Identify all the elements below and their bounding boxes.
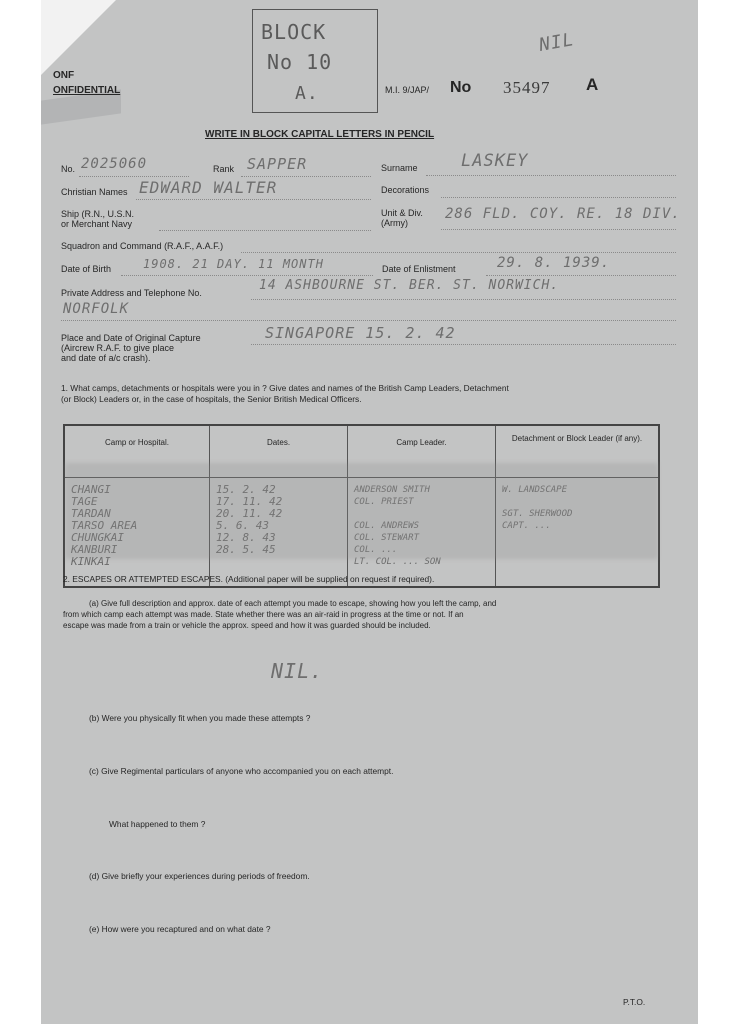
date-entry: 17. 11. 42 bbox=[216, 495, 283, 508]
date-entry: 20. 11. 42 bbox=[216, 507, 283, 520]
question-1-line-2: (or Block) Leaders or, in the case of hospitals, the Senior British Medical Officers. bbox=[61, 394, 362, 404]
ship-label-2: or Merchant Navy bbox=[61, 219, 133, 229]
christian-names-value: EDWARD WALTER bbox=[139, 178, 278, 197]
address-value: 14 ASHBOURNE ST. BER. ST. NORWICH. bbox=[259, 278, 560, 293]
header-detachment-leader: Detachment or Block Leader (if any). bbox=[496, 425, 660, 478]
camp-entry: KINKAI bbox=[71, 555, 111, 568]
address-line bbox=[251, 299, 676, 300]
detachment-leader-entry: CAPT. ... bbox=[502, 521, 551, 531]
section-2a-line-2: from which camp each attempt was made. State whether there was an air-raid in progress at the time or not. If an bbox=[63, 610, 464, 619]
christian-names-label: Christian Names bbox=[61, 187, 128, 197]
camps-table-row bbox=[64, 478, 659, 588]
christian-names-line bbox=[136, 199, 371, 200]
form-no-label: No bbox=[450, 79, 472, 96]
rank-value: SAPPER bbox=[247, 155, 308, 173]
section-2a-line-3: escape was made from a train or vehicle the approx. speed and how it was guarded should be included. bbox=[63, 621, 431, 630]
detachment-leader-entry: W. LANDSCAPE bbox=[502, 485, 568, 495]
stamp-line-2: No 10 bbox=[267, 50, 333, 74]
address-label: Private Address and Telephone No. bbox=[61, 288, 202, 298]
mi-reference: M.I. 9/JAP/ bbox=[385, 85, 430, 95]
handwritten-nil-top: NIL bbox=[537, 29, 577, 56]
camp-leader-cell bbox=[348, 478, 496, 588]
confidential-label-top: ONF bbox=[53, 70, 75, 81]
section-2-heading: 2. ESCAPES OR ATTEMPTED ESCAPES. (Additional paper will be supplied on request if required). bbox=[63, 574, 435, 584]
instruction-heading: WRITE IN BLOCK CAPITAL LETTERS IN PENCIL bbox=[205, 129, 435, 140]
surname-label: Surname bbox=[381, 163, 418, 173]
unit-line bbox=[441, 229, 676, 230]
document-sheet bbox=[41, 0, 698, 1024]
date-entry: 12. 8. 43 bbox=[216, 531, 276, 544]
no-line bbox=[79, 176, 189, 177]
header-camp-leader: Camp Leader. bbox=[348, 425, 496, 478]
capture-label-1: Place and Date of Original Capture bbox=[61, 333, 201, 343]
camp-leader-entry: COL. ANDREWS bbox=[354, 521, 420, 531]
camp-entry: TARSO AREA bbox=[71, 519, 138, 532]
detachment-leader-entry bbox=[502, 496, 652, 508]
stamp-line-1: BLOCK bbox=[261, 20, 327, 44]
surname-line bbox=[426, 175, 676, 176]
enlistment-label: Date of Enlistment bbox=[382, 264, 456, 274]
date-of-birth-line bbox=[121, 275, 373, 276]
section-2e: (e) How were you recaptured and on what date ? bbox=[89, 924, 271, 934]
unit-label-1: Unit & Div. bbox=[381, 208, 423, 218]
camp-leader-entry: COL. STEWART bbox=[354, 533, 420, 543]
decorations-line bbox=[441, 197, 676, 198]
camp-entry: TARDAN bbox=[71, 507, 111, 520]
folded-corner bbox=[41, 0, 116, 75]
address-value-2: NORFOLK bbox=[63, 301, 130, 317]
form-suffix: A bbox=[586, 75, 599, 94]
confidential-label: ONFIDENTIAL bbox=[53, 85, 121, 96]
page-turn-over: P.T.O. bbox=[623, 997, 646, 1007]
capture-line bbox=[251, 344, 676, 345]
camp-leader-entry: LT. COL. ... SON bbox=[354, 557, 441, 567]
section-2d: (d) Give briefly your experiences during periods of freedom. bbox=[89, 871, 310, 881]
ship-label-1: Ship (R.N., U.S.N. bbox=[61, 209, 135, 219]
squadron-label: Squadron and Command (R.A.F., A.A.F.) bbox=[61, 241, 224, 251]
camp-leader-entry: ANDERSON SMITH bbox=[354, 485, 430, 495]
camp-leader-entry bbox=[354, 508, 489, 520]
no-label: No. bbox=[61, 164, 76, 174]
date-entry: 5. 6. 43 bbox=[216, 519, 269, 532]
camp-leader-entry: COL. ... bbox=[354, 545, 398, 555]
section-2c-follow: What happened to them ? bbox=[109, 819, 206, 829]
rank-label: Rank bbox=[213, 164, 235, 174]
camp-entry: TAGE bbox=[71, 495, 98, 508]
date-of-birth-value: 1908. 21 DAY. 11 MONTH bbox=[143, 257, 324, 271]
ship-line bbox=[159, 230, 371, 231]
stamp-line-3: A. bbox=[295, 83, 319, 104]
date-of-birth-label: Date of Birth bbox=[61, 264, 112, 274]
squadron-line bbox=[241, 252, 676, 253]
enlistment-line bbox=[486, 275, 676, 276]
capture-value: SINGAPORE 15. 2. 42 bbox=[265, 324, 456, 342]
camps-table bbox=[63, 424, 660, 588]
form-number: 35497 bbox=[503, 78, 551, 97]
address-line-2 bbox=[61, 320, 676, 321]
date-entry: 28. 5. 45 bbox=[216, 543, 276, 556]
camp-entry: KANBURI bbox=[71, 543, 118, 556]
block-stamp bbox=[252, 9, 378, 113]
camps-cell bbox=[64, 478, 210, 588]
section-2c: (c) Give Regimental particulars of anyone who accompanied you on each attempt. bbox=[89, 766, 394, 776]
no-value: 2025060 bbox=[81, 156, 148, 172]
enlistment-value: 29. 8. 1939. bbox=[497, 255, 611, 271]
dates-cell bbox=[210, 478, 348, 588]
rank-line bbox=[241, 176, 371, 177]
camp-entry: CHANGI bbox=[71, 483, 111, 496]
camps-table-header bbox=[64, 425, 659, 478]
date-entry: 15. 2. 42 bbox=[216, 483, 276, 496]
surname-value: LASKEY bbox=[461, 151, 529, 171]
unit-value: 286 FLD. COY. RE. 18 DIV. bbox=[445, 206, 681, 222]
capture-label-2: (Aircrew R.A.F. to give place bbox=[61, 343, 175, 353]
detachment-leader-cell bbox=[496, 478, 660, 588]
section-2a-answer: NIL. bbox=[271, 659, 324, 683]
detachment-leader-entry: SGT. SHERWOOD bbox=[502, 509, 573, 519]
question-1-line-1: 1. What camps, detachments or hospitals were you in ? Give dates and names of the British Camp Leaders, Detachment bbox=[61, 383, 509, 393]
header-dates: Dates. bbox=[210, 425, 348, 478]
unit-label-2: (Army) bbox=[381, 218, 408, 228]
decorations-label: Decorations bbox=[381, 185, 430, 195]
camp-entry: CHUNGKAI bbox=[71, 531, 124, 544]
section-2b: (b) Were you physically fit when you made these attempts ? bbox=[89, 713, 311, 723]
capture-label-3: and date of a/c crash). bbox=[61, 353, 151, 363]
header-camp: Camp or Hospital. bbox=[64, 425, 210, 478]
section-2a-line-1: (a) Give full description and approx. date of each attempt you made to escape, showing how you left the camp, and bbox=[89, 599, 497, 608]
camp-leader-entry: COL. PRIEST bbox=[354, 497, 414, 507]
